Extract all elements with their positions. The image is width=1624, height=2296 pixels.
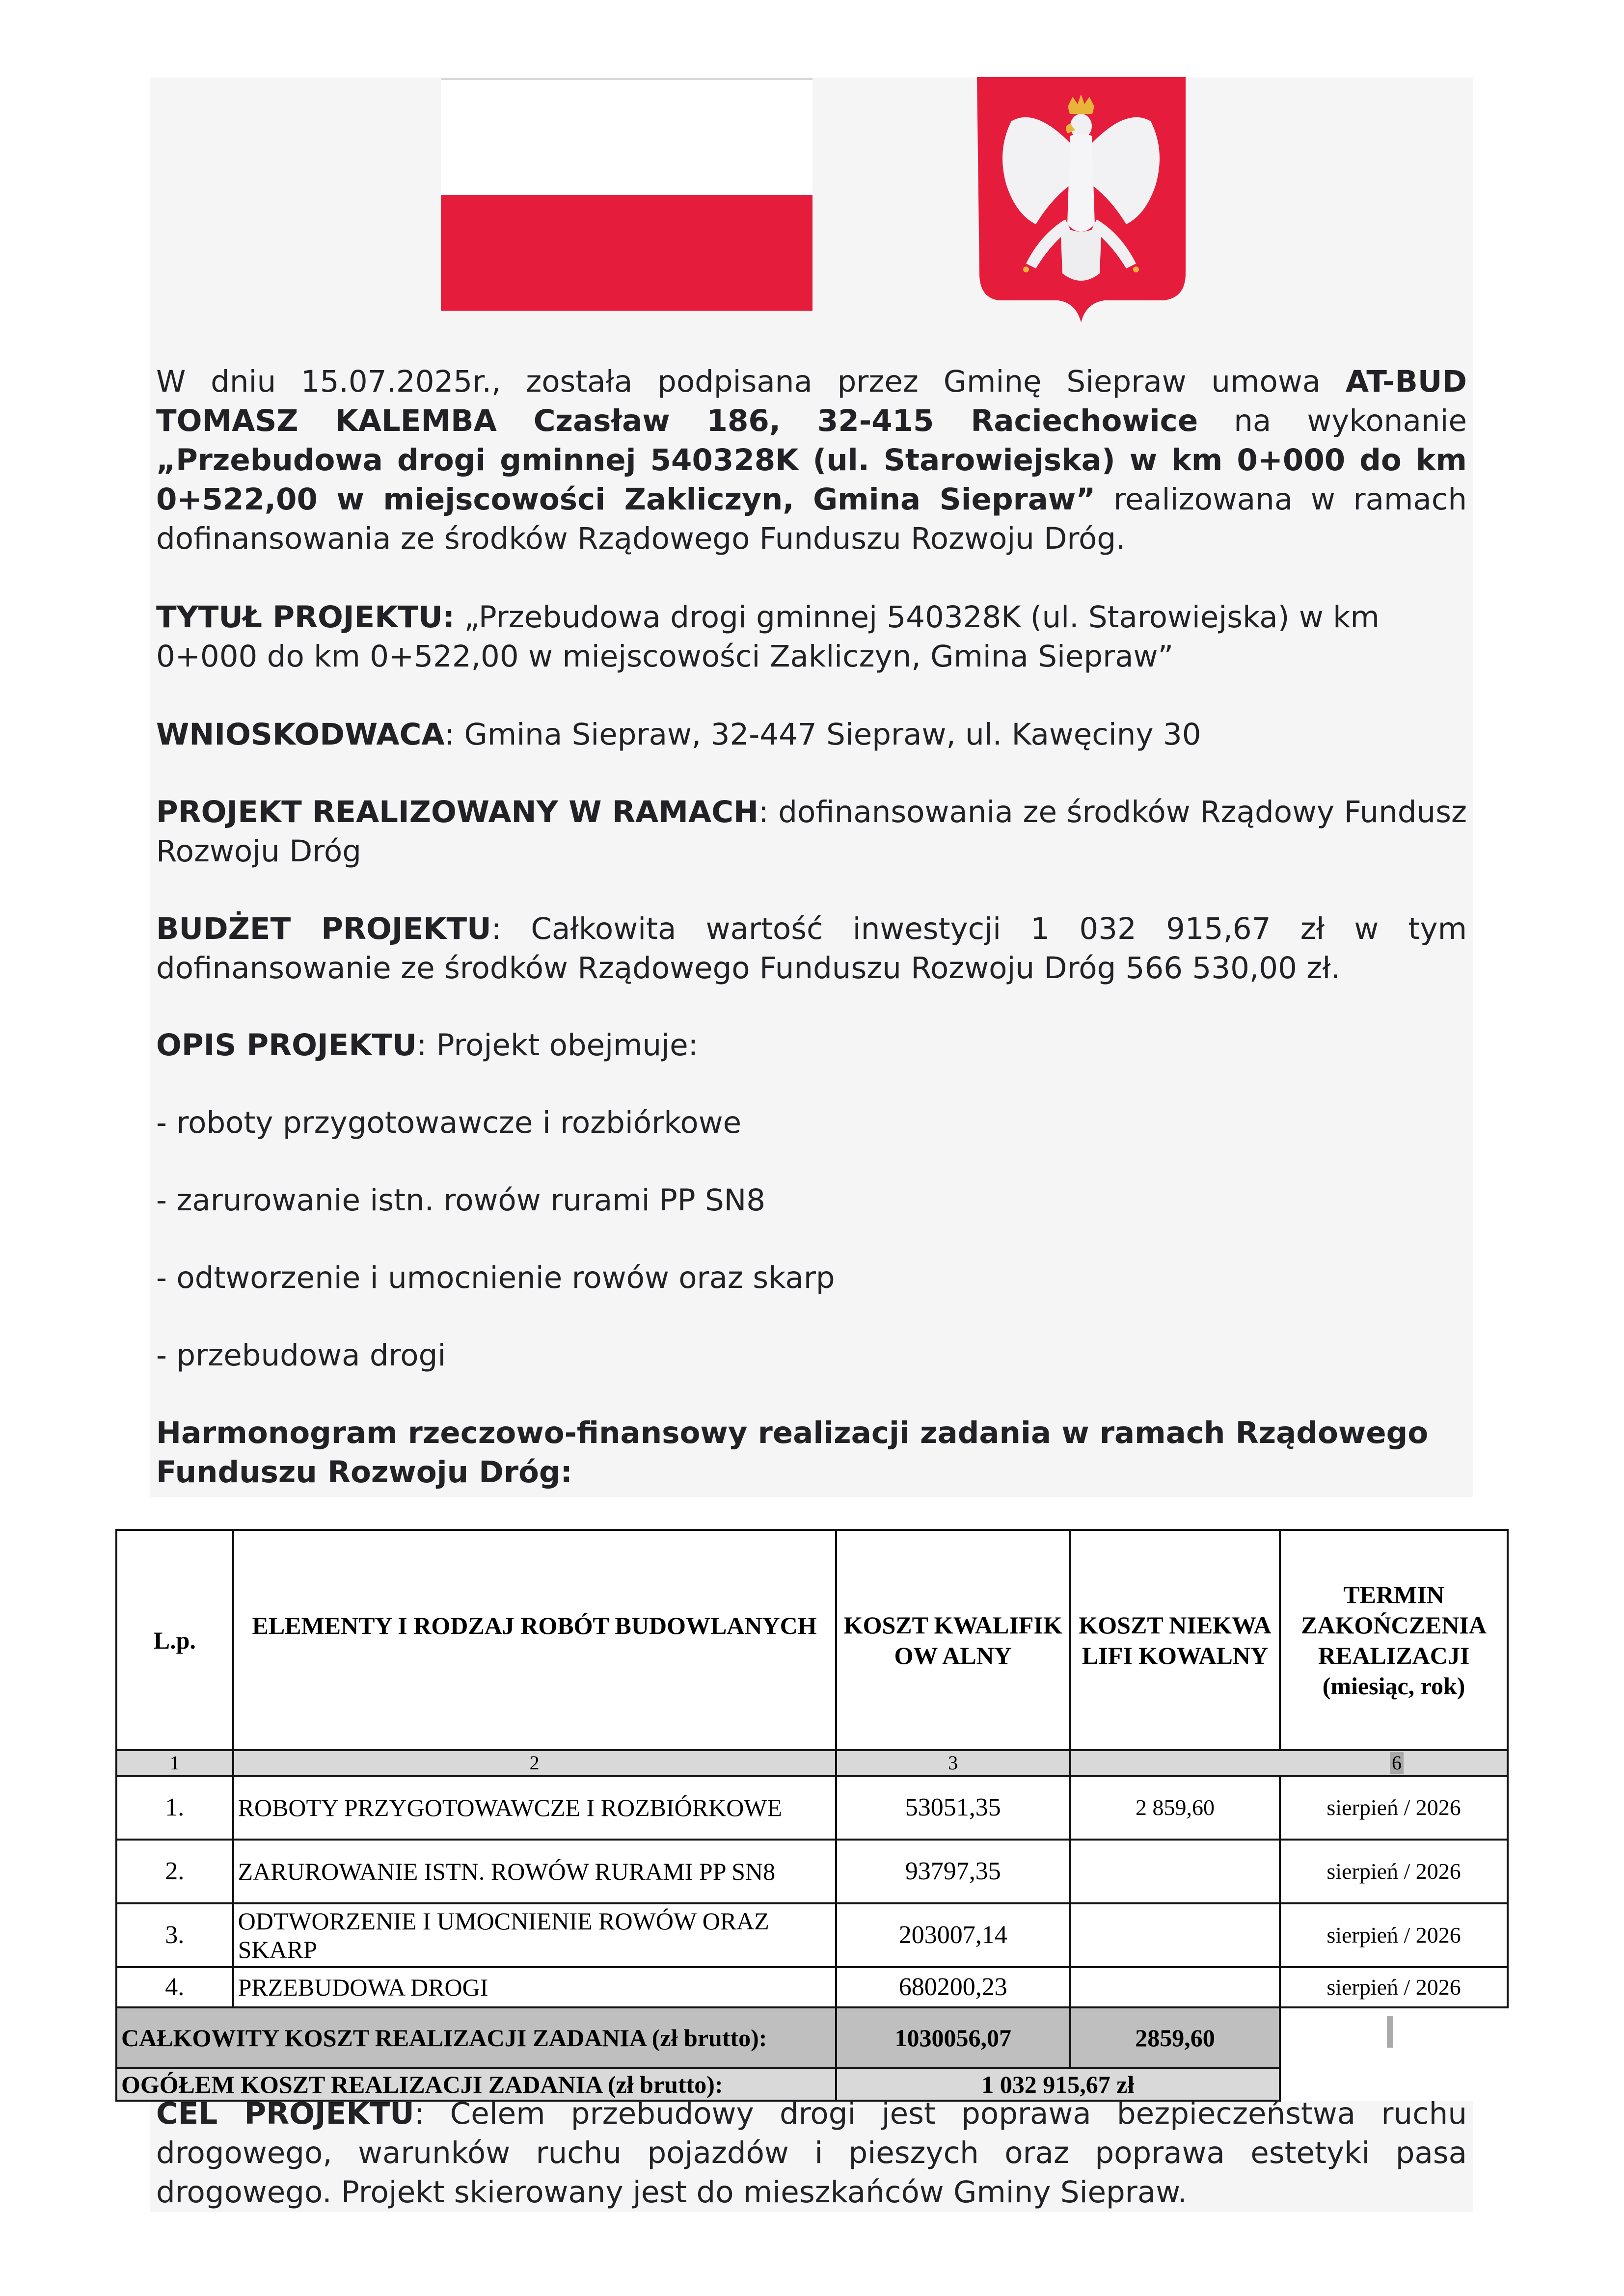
grand-total-label: OGÓŁEM KOSZT REALIZACJI ZADANIA (zł brutto):: [116, 2068, 836, 2101]
row-qualified: 93797,35: [836, 1840, 1070, 1903]
row-nonqualified: [1070, 1903, 1280, 1967]
row-nonqualified: 2 859,60: [1070, 1776, 1280, 1840]
budget-value: : Całkowita wartość inwestycji 1 032 915,67 zł w tym dofinansowanie ze środków Rządowego Funduszu Rozwoju Dróg 566 530,00 zł.: [156, 911, 1467, 986]
goal-value: : Celem przebudowy drogi jest poprawa bezpieczeństwa ruchu drogowego, warunków ruchu pojazdów i pieszych oraz poprawa estetyki pasa drogowego. Projekt skierowany jest do mieszkańców Gminy Siepraw.: [156, 2096, 1467, 2210]
empty-cell: [1280, 2007, 1508, 2068]
applicant-value: : Gmina Siepraw, 32-447 Siepraw, ul. Kawęciny 30: [444, 717, 1201, 752]
scope-item: - zarurowanie istn. rowów rurami PP SN8: [156, 1183, 766, 1218]
table-row: [116, 1840, 1508, 1903]
table-row: [116, 1776, 1508, 1840]
text-cursor-mark: [1387, 2016, 1393, 2048]
row-lp: 4.: [116, 1967, 233, 2007]
col-number-6: 6: [1390, 1752, 1404, 1774]
goal-section: [156, 2094, 1467, 2212]
scope-item: - roboty przygotowawcze i rozbiórkowe: [156, 1105, 742, 1140]
project-title-section: [156, 598, 1467, 676]
description-label: OPIS PROJEKTU: [156, 1028, 417, 1063]
row-lp: 1.: [116, 1776, 233, 1840]
row-deadline: sierpień / 2026: [1280, 1776, 1508, 1840]
row-qualified: 680200,23: [836, 1967, 1070, 2007]
budget-label: BUDŻET PROJEKTU: [156, 911, 491, 946]
applicant-label: WNIOSKODWACA: [156, 717, 445, 752]
eagle-emblem-icon: [977, 77, 1186, 322]
total-qualified: 1030056,07: [836, 2007, 1070, 2068]
col-number-2: 2: [233, 1750, 836, 1776]
grand-total-value: 1 032 915,67 zł: [836, 2068, 1280, 2101]
scope-item: - przebudowa drogi: [156, 1338, 446, 1373]
row-qualified: 203007,14: [836, 1903, 1070, 1967]
intro-text-3: realizowana w ramach dofinansowania ze środków Rządowego Funduszu Rozwoju Dróg.: [156, 482, 1467, 556]
table-row: [116, 1967, 1508, 2007]
applicant-section: [156, 715, 1467, 754]
row-element: ZARUROWANIE ISTN. ROWÓW RURAMI PP SN8: [233, 1840, 836, 1903]
intro-text-2: na wykonanie: [1198, 403, 1467, 438]
intro-paragraph: [156, 362, 1467, 559]
description-value: : Projekt obejmuje:: [416, 1028, 699, 1063]
header-elements: ELEMENTY I RODZAJ ROBÓT BUDOWLANYCH: [233, 1530, 836, 1750]
project-name: „Przebudowa drogi gminnej 540328K (ul. Starowiejska) w km 0+000 do km 0+522,00 w miejscowości Zakliczyn, Gmina Siepraw”: [156, 443, 1467, 517]
col-number-1: 1: [116, 1750, 233, 1776]
total-cost-row: [116, 2007, 1508, 2068]
poland-flag-icon: [441, 79, 812, 311]
row-lp: 3.: [116, 1903, 233, 1967]
row-lp: 2.: [116, 1840, 233, 1903]
header-nonqualified: KOSZT NIEKWALIFI KOWALNY: [1070, 1530, 1280, 1750]
project-title-value: „Przebudowa drogi gminnej 540328K (ul. Starowiejska) w km 0+000 do km 0+522,00 w miejscowości Zakliczyn, Gmina Siepraw”: [156, 600, 1380, 674]
schedule-table: [115, 1529, 1509, 2102]
program-section: [156, 793, 1467, 871]
row-nonqualified: [1070, 1840, 1280, 1903]
column-number-row: [116, 1750, 1508, 1776]
description-section: [156, 1026, 1467, 1065]
row-deadline: sierpień / 2026: [1280, 1903, 1508, 1967]
col-number-6-cell: [1070, 1750, 1508, 1776]
header-lp: L.p.: [116, 1530, 233, 1750]
row-nonqualified: [1070, 1967, 1280, 2007]
budget-section: [156, 909, 1467, 988]
project-title-label: TYTUŁ PROJEKTU:: [156, 600, 455, 635]
program-label: PROJEKT REALIZOWANY W RAMACH: [156, 795, 759, 829]
row-deadline: sierpień / 2026: [1280, 1967, 1508, 2007]
header-deadline-sub: (miesiąc, rok): [1322, 1672, 1465, 1700]
table-header-row: [116, 1530, 1508, 1750]
schedule-heading: [156, 1414, 1467, 1492]
row-deadline: sierpień / 2026: [1280, 1840, 1508, 1903]
header-deadline: [1280, 1530, 1508, 1750]
contractor-name: AT-BUD TOMASZ KALEMBA Czasław 186, 32-415 Raciechowice: [156, 364, 1467, 438]
goal-label: CEL PROJEKTU: [156, 2096, 414, 2131]
col-number-3: 3: [836, 1750, 1070, 1776]
table-row: [116, 1903, 1508, 1967]
row-element: ODTWORZENIE I UMOCNIENIE ROWÓW ORAZ SKARP: [233, 1903, 836, 1967]
flag-red-stripe: [441, 195, 812, 311]
program-value: : dofinansowania ze środków Rządowy Fundusz Rozwoju Dróg: [156, 795, 1467, 869]
row-element: ROBOTY PRZYGOTOWAWCZE I ROZBIÓRKOWE: [233, 1776, 836, 1840]
scope-item: - odtworzenie i umocnienie rowów oraz skarp: [156, 1260, 835, 1295]
row-qualified: 53051,35: [836, 1776, 1070, 1840]
total-cost-label: CAŁKOWITY KOSZT REALIZACJI ZADANIA (zł brutto):: [116, 2007, 836, 2068]
header-qualified: KOSZT KWALIFIKOW ALNY: [836, 1530, 1070, 1750]
header-deadline-title: TERMIN ZAKOŃCZENIA REALIZACJI: [1301, 1580, 1487, 1669]
schedule-heading-text: Harmonogram rzeczowo-finansowy realizacji zadania w ramach Rządowego Funduszu Rozwoju Dróg:: [156, 1415, 1429, 1490]
intro-text-1: W dniu 15.07.2025r., została podpisana przez Gminę Siepraw umowa: [156, 364, 1346, 399]
flag-white-stripe: [441, 79, 812, 195]
total-nonqualified: 2859,60: [1070, 2007, 1280, 2068]
row-element: PRZEBUDOWA DROGI: [233, 1967, 836, 2007]
